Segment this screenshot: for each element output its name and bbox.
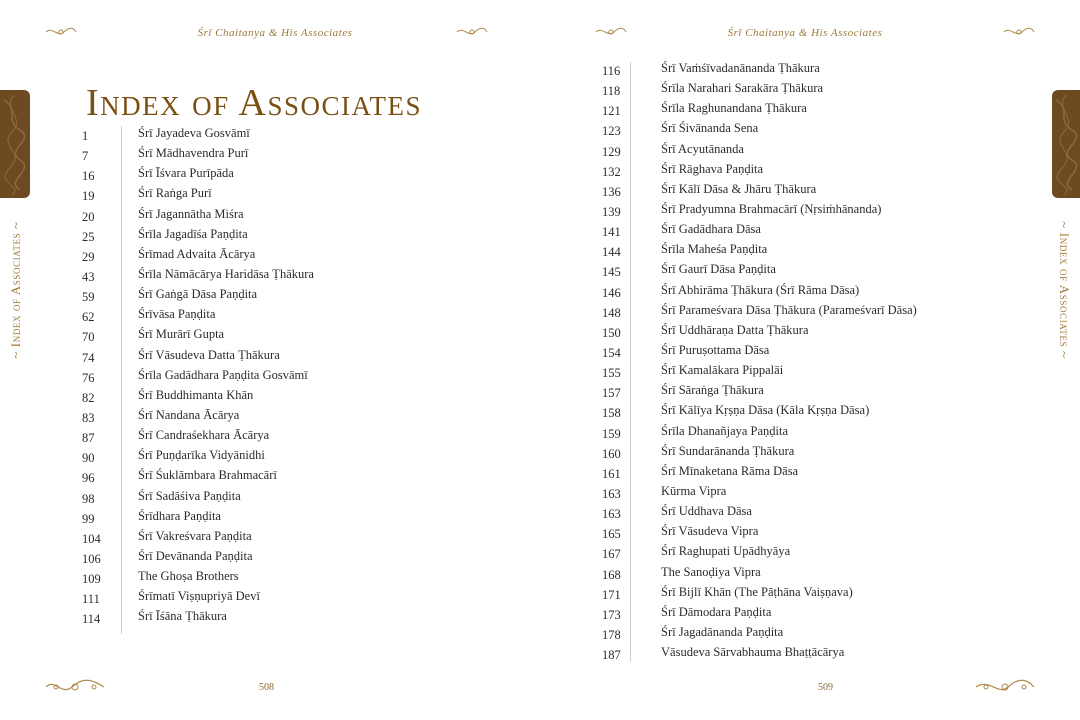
associate-name: Śrī Gaṅgā Dāsa Paṇḍita [138,287,258,302]
associate-name: Śrī Gadādhara Dāsa [661,222,761,237]
associate-name: Śrī Bijlī Khān (The Pāṭhāna Vaiṣṇava) [661,584,853,599]
page-number: 136 [602,184,621,199]
page-number: 7 [82,149,89,164]
associate-name: Śrī Sadāśiva Paṇḍita [138,488,241,503]
footer-flourish-icon [44,678,106,696]
decorative-side-tab [0,90,30,198]
associate-name: Śrī Vāsudeva Datta Ṭhākura [138,347,280,362]
page-number: 98 [82,491,95,506]
page-number: 165 [602,527,621,542]
associate-name: Śrīla Gadādhara Paṇḍita Gosvāmī [138,367,308,382]
running-head: Śrī Chaitanya & His Associates [727,27,883,39]
associate-name: Śrī Jagannātha Miśra [138,206,244,221]
associate-name: Śrī Puṇḍarīka Vidyānidhi [138,448,265,463]
flourish-ornament-icon [455,26,489,38]
associate-name: Śrī Kālīya Kṛṣṇa Dāsa (Kāla Kṛṣṇa Dāsa) [661,403,870,418]
page-number: 70 [82,330,95,345]
associate-name: Śrī Vakreśvara Paṇḍita [138,528,252,543]
associate-name: The Ghoṣa Brothers [138,569,239,584]
associate-name: Śrī Īśvara Purīpāda [138,166,234,181]
page-number: 154 [602,345,621,360]
page-number-footer: 509 [818,682,833,693]
associate-name: Śrī Dāmodara Paṇḍita [661,604,772,619]
side-label: ~ Index of Associates ~ [1057,221,1072,359]
associate-name: Śrī Buddhimanta Khān [138,387,254,402]
decorative-side-tab [1052,90,1080,198]
page-number: 82 [82,390,95,405]
page-number: 161 [602,466,621,481]
associate-name: Śrī Śivānanda Sena [661,121,759,136]
page-number: 145 [602,265,621,280]
page-number: 155 [602,366,621,381]
associate-name: Śrī Śuklāmbara Brahmacārī [138,468,277,483]
page-number: 178 [602,627,621,642]
page-number: 160 [602,446,621,461]
page-number: 139 [602,204,621,219]
associate-name: Śrīdhara Paṇḍita [138,508,221,523]
ornament-pattern-icon [0,90,30,198]
associate-name: Śrī Gaurī Dāsa Paṇḍita [661,262,776,277]
associate-name: Śrī Kālī Dāsa & Jhāru Ṭhākura [661,181,817,196]
page-number: 167 [602,547,621,562]
page-number: 116 [602,64,621,78]
associate-name: Śrīmatī Viṣṇupriyā Devī [138,589,260,604]
page-number: 144 [602,245,621,260]
page-number-footer: 508 [259,682,274,693]
page-number: 99 [82,511,95,526]
associate-name: Śrī Raṅga Purī [138,186,212,201]
associate-name: Śrī Mādhavendra Purī [138,146,249,161]
associate-name: Vāsudeva Sārvabhauma Bhaṭṭācārya [661,645,845,660]
page-number: 109 [82,572,101,587]
page-number: 129 [602,144,621,159]
page-number: 106 [82,551,101,566]
page-number: 19 [82,189,95,204]
associate-name: Śrī Devānanda Paṇḍita [138,548,253,563]
footer-flourish-icon [974,678,1036,696]
associate-name: Śrī Candraśekhara Ācārya [138,428,270,443]
associate-name: Śrī Jagadānanda Paṇḍita [661,624,784,639]
page-number: 43 [82,269,95,284]
associate-name: Śrīla Nāmācārya Haridāsa Ṭhākura [138,266,314,281]
associate-name: Śrīla Jagadīśa Paṇḍita [138,226,248,241]
page-number: 163 [602,486,621,501]
associate-name: Śrīla Dhanañjaya Paṇḍita [661,423,789,438]
page-number: 96 [82,471,95,486]
associate-name: Śrī Mīnaketana Rāma Dāsa [661,463,799,478]
associate-name: Śrī Pradyumna Brahmacārī (Nṛsiṁhānanda) [661,201,882,216]
page-number: 132 [602,164,621,179]
associate-name: Śrī Uddhava Dāsa [661,504,752,519]
page-number: 62 [82,310,95,325]
page-number: 173 [602,607,621,622]
associate-name: The Sanoḍiya Vipra [661,564,761,579]
associate-name: Śrī Acyutānanda [661,141,744,156]
associate-name: Śrī Murārī Gupta [138,327,225,342]
page-number: 159 [602,426,621,441]
page-number: 25 [82,229,95,244]
page-number: 150 [602,325,621,340]
page-number: 16 [82,169,95,184]
associate-name: Śrī Parameśvara Dāsa Ṭhākura (Parameśvarī Dāsa) [661,302,917,317]
page-number: 20 [82,209,95,224]
associate-name: Śrī Raghupati Upādhyāya [661,544,791,559]
page-number: 59 [82,290,95,305]
page-number: 118 [602,84,621,99]
associate-name: Śrī Sāraṅga Ṭhākura [661,383,764,398]
ornament-pattern-icon [1052,90,1080,198]
associate-name: Śrī Sundarānanda Ṭhākura [661,443,795,458]
flourish-ornament-icon [1002,26,1036,38]
page-number: 171 [602,587,621,602]
page-number: 104 [82,531,101,546]
running-head: Śrī Chaitanya & His Associates [197,27,353,39]
associate-name: Śrī Puruṣottama Dāsa [661,342,770,357]
side-label: ~ Index of Associates ~ [8,221,23,359]
page-number: 114 [82,612,101,627]
page-number: 148 [602,305,621,320]
page-number: 168 [602,567,621,582]
page-title: Index of Associates [86,82,423,124]
page-number: 121 [602,104,621,119]
page-number: 87 [82,431,95,446]
page-number: 111 [82,592,100,607]
associate-name: Śrī Vaṁśīvadanānanda Ṭhākura [661,61,820,75]
page-number: 29 [82,249,95,264]
flourish-ornament-icon [44,26,78,38]
right-page [540,0,1080,720]
page-number: 76 [82,370,95,385]
page-number: 1 [82,129,89,143]
page-number: 158 [602,406,621,421]
associate-name: Śrī Uddhāraṇa Datta Ṭhākura [661,322,809,337]
page-number: 163 [602,507,621,522]
page-number: 83 [82,410,95,425]
associate-name: Śrī Rāghava Paṇḍita [661,161,764,176]
page-number: 90 [82,451,95,466]
flourish-ornament-icon [594,26,628,38]
page-number: 141 [602,225,621,240]
column-divider [121,126,122,634]
associate-name: Śrī Abhirāma Ṭhākura (Śrī Rāma Dāsa) [661,282,860,297]
associate-name: Śrī Vāsudeva Vipra [661,524,759,539]
associate-name: Kūrma Vipra [661,483,727,498]
associate-name: Śrīvāsa Paṇḍita [138,307,216,322]
page-number: 74 [82,350,95,365]
associate-name: Śrīmad Advaita Ācārya [138,246,256,261]
page-number: 146 [602,285,621,300]
associate-name: Śrī Jayadeva Gosvāmī [138,126,250,140]
column-divider [630,62,631,662]
associate-name: Śrīla Raghunandana Ṭhākura [661,101,807,116]
page-number: 123 [602,124,621,139]
associate-name: Śrī Nandana Ācārya [138,407,240,422]
page-number: 157 [602,386,621,401]
associate-name: Śrī Kamalākara Pippalāi [661,363,784,378]
associate-name: Śrīla Maheśa Paṇḍita [661,242,768,257]
associate-name: Śrīla Narahari Sarakāra Ṭhākura [661,81,824,96]
page-number: 187 [602,648,621,663]
associate-name: Śrī Īśāna Ṭhākura [138,609,227,624]
